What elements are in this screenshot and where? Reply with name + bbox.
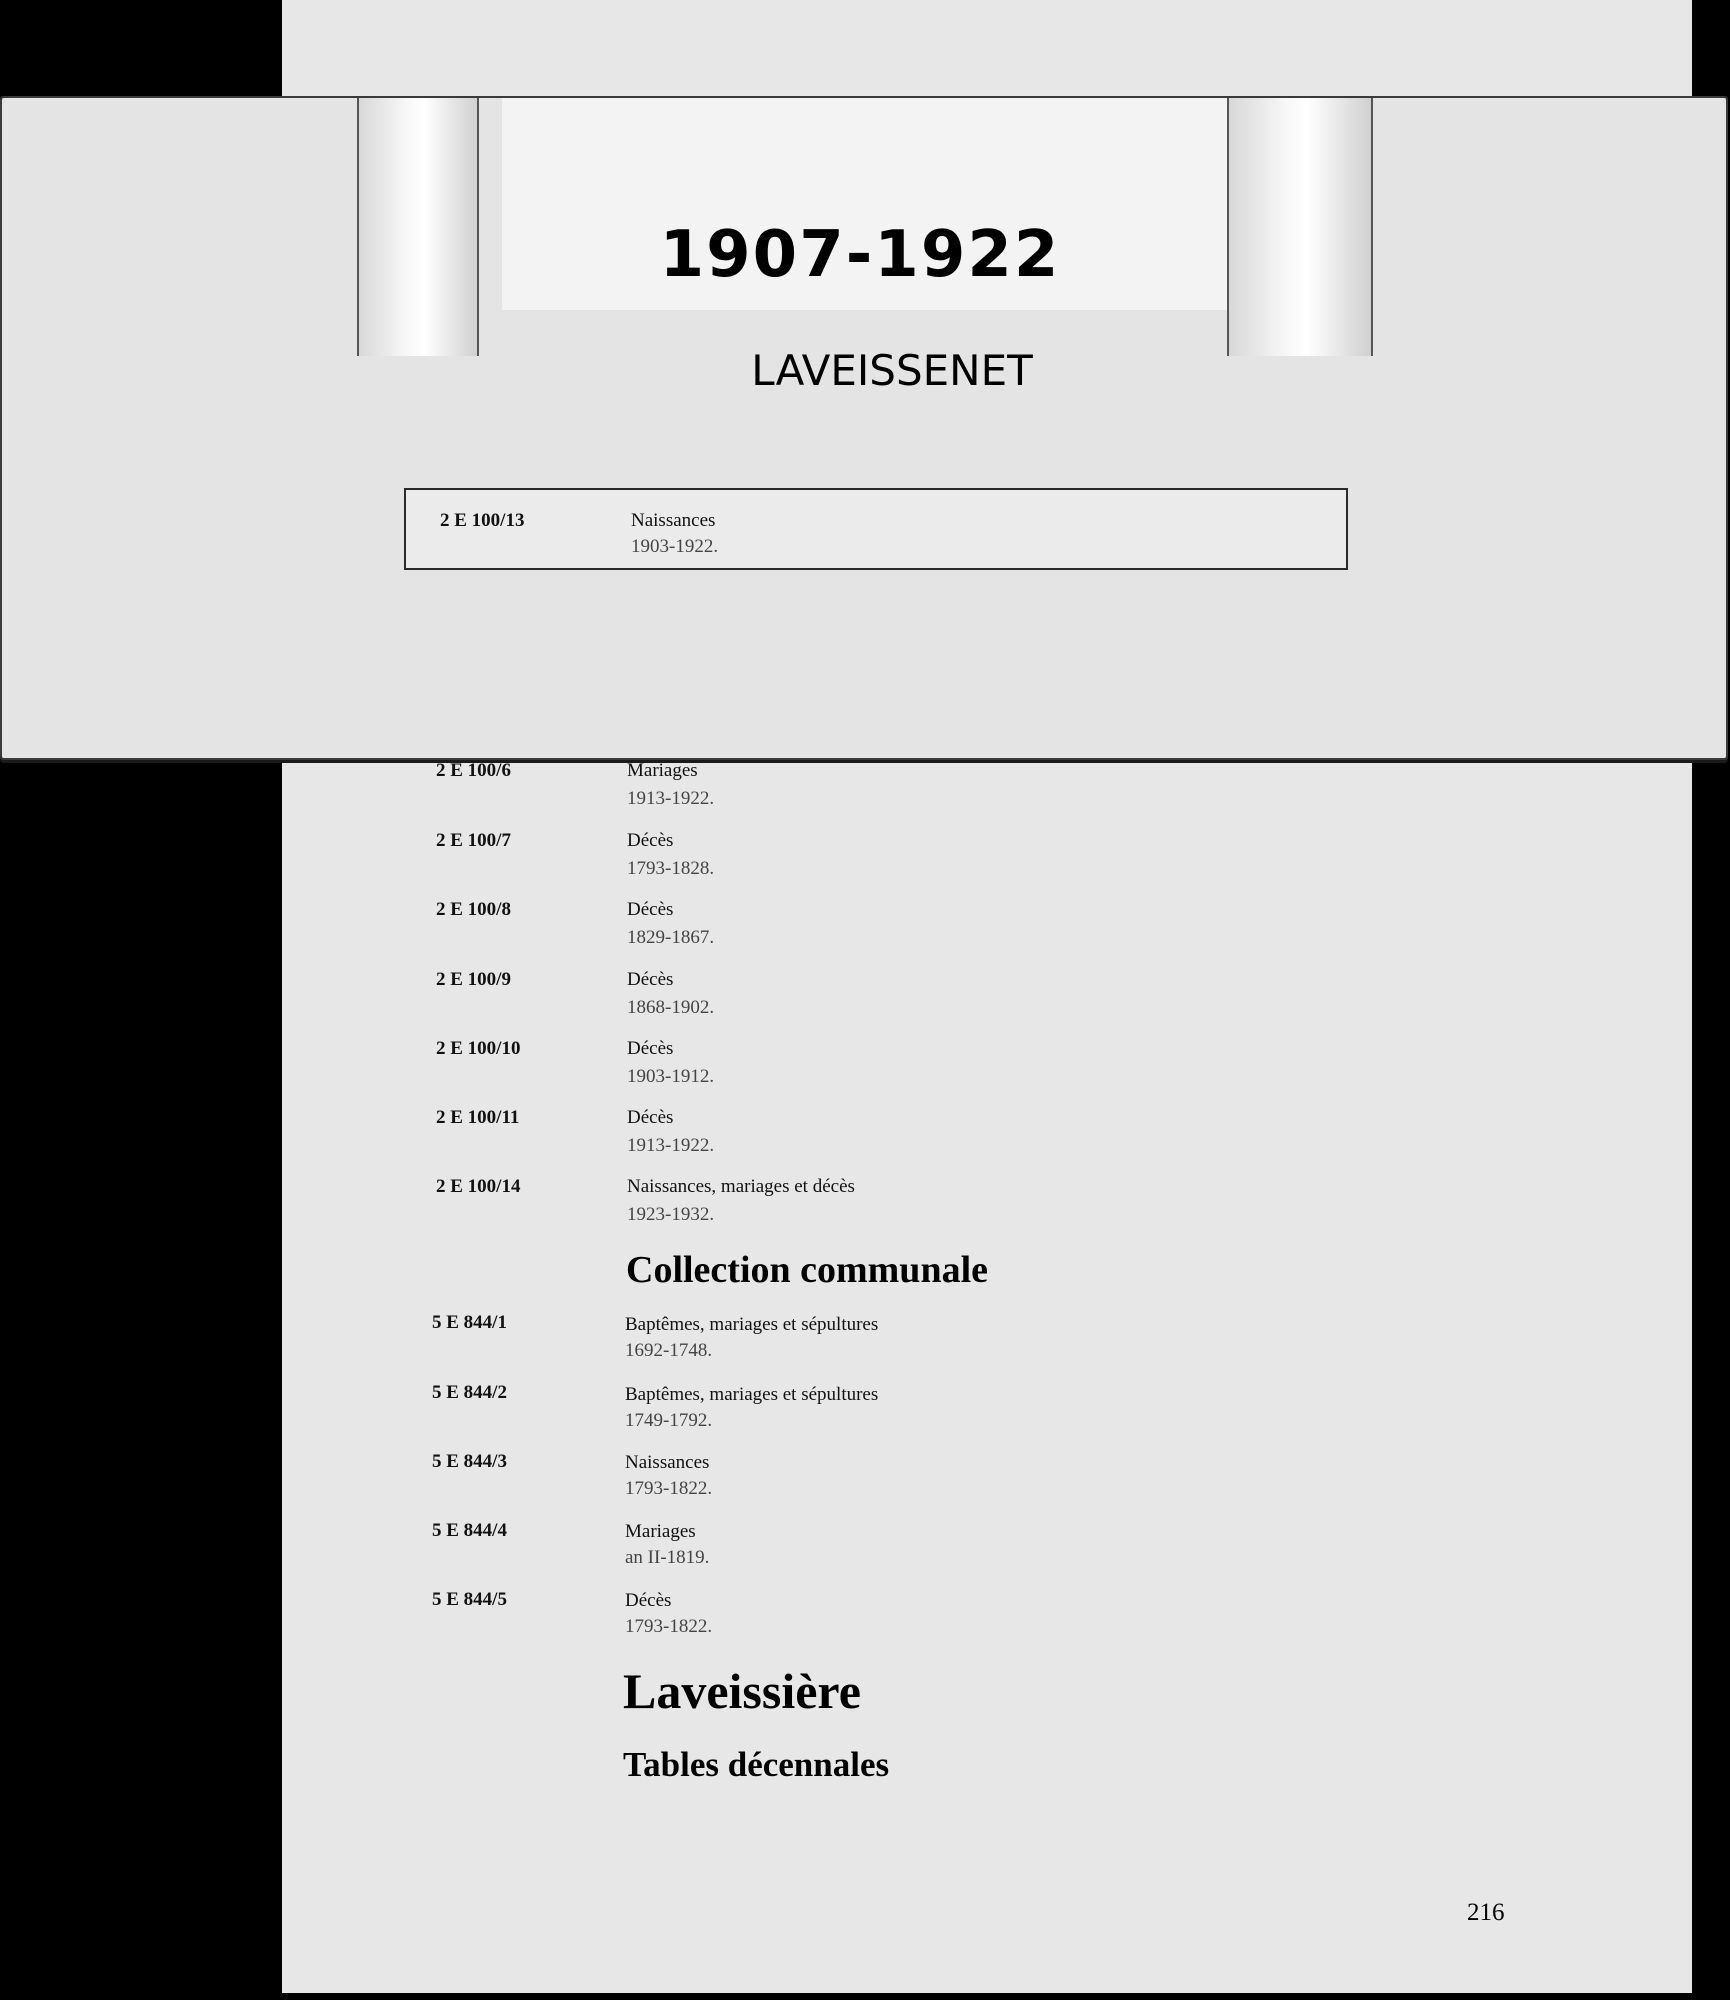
entry-code: 5 E 844/1 [432, 1312, 507, 1333]
handwritten-years: 1907-1922 [659, 218, 1061, 292]
entry-years: 1793-1828. [627, 858, 715, 879]
entry-label: Décès [627, 830, 674, 851]
entry-label: Naissances, mariages et décès [627, 1176, 855, 1197]
page-number: 216 [1467, 1899, 1505, 1926]
commune-title: Laveissière [623, 1663, 861, 1719]
entry-years: 1923-1932. [627, 1204, 715, 1225]
entry-code: 2 E 100/9 [436, 969, 511, 990]
entry-code: 5 E 844/5 [432, 1589, 507, 1610]
entry-years: 1692-1748. [625, 1340, 713, 1361]
entry-label: Décès [627, 899, 674, 920]
entry-code: 2 E 100/6 [436, 760, 511, 781]
entry-years: 1829-1867. [627, 927, 715, 948]
entry-years: an II-1819. [625, 1547, 710, 1568]
folded-flap [0, 96, 1728, 760]
entry-years: 1913-1922. [627, 1135, 715, 1156]
section-heading-tables: Tables décennales [623, 1745, 890, 1784]
entry-code: 5 E 844/2 [432, 1382, 507, 1403]
entry-code: 5 E 844/3 [432, 1451, 507, 1472]
adhesive-tape-right [1227, 98, 1373, 356]
handwritten-commune: LAVEISSENET [751, 346, 1033, 395]
adhesive-tape-left [357, 98, 479, 356]
entry-label: Mariages [627, 760, 698, 781]
entry-code: 2 E 100/11 [436, 1107, 520, 1128]
entry-label: Décès [625, 1590, 672, 1611]
entry-code: 2 E 100/7 [436, 830, 511, 851]
entry-code: 5 E 844/4 [432, 1520, 507, 1541]
entry-label: Naissances [625, 1452, 710, 1473]
entry-label: Mariages [625, 1521, 696, 1542]
entry-code: 2 E 100/14 [436, 1176, 521, 1197]
entry-years: 1749-1792. [625, 1410, 713, 1431]
entry-years: 1913-1922. [627, 788, 715, 809]
entry-label: Baptêmes, mariages et sépultures [625, 1384, 879, 1405]
flap-entry [404, 488, 1348, 570]
entry-years: 1868-1902. [627, 997, 715, 1018]
entry-years: 1793-1822. [625, 1478, 713, 1499]
entry-years: 1903-1922. [631, 536, 719, 557]
entry-code: 2 E 100/10 [436, 1038, 521, 1059]
entry-code: 2 E 100/8 [436, 899, 511, 920]
entry-label: Naissances [631, 510, 716, 531]
entry-code: 2 E 100/13 [440, 510, 525, 531]
entry-label: Décès [627, 969, 674, 990]
entry-label: Décès [627, 1107, 674, 1128]
entry-label: Baptêmes, mariages et sépultures [625, 1314, 879, 1335]
entry-years: 1793-1822. [625, 1616, 713, 1637]
entry-years: 1903-1912. [627, 1066, 715, 1087]
entry-label: Décès [627, 1038, 674, 1059]
section-heading-collection: Collection communale [626, 1249, 989, 1291]
